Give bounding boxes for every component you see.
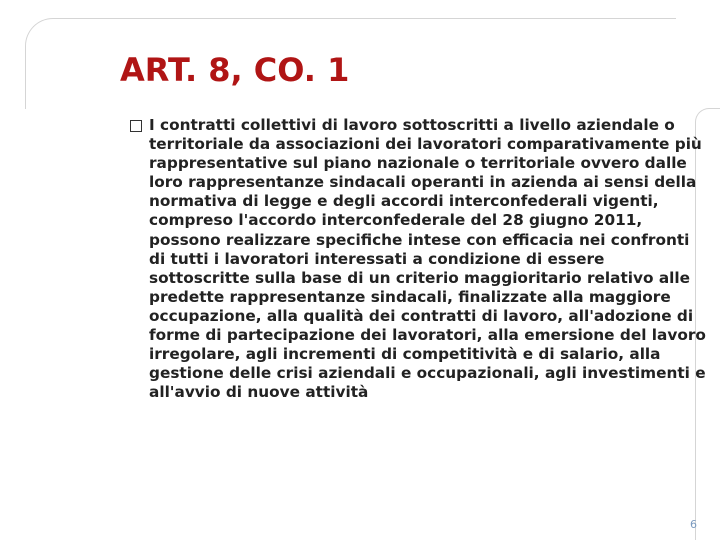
bullet-item [130,116,706,402]
slide-title: ART. 8, CO. 1 [120,51,350,89]
bullet-square-icon [130,120,142,132]
bullet-text: I contratti collettivi di lavoro sottoscritti a livello aziendale o territoriale da associazioni dei lavoratori comparativamente più rappresentative sul piano nazionale o territoriale ovvero dalle loro rappresentanze sindacali operanti in azienda ai sensi della normativa di legge e degli accordi interconfederali vigenti, compreso l'accordo interconfederale del 28 giugno 2011, possono realizzare specifiche intese con efficacia nei confronti di tutti i lavoratori interessati a condizione di essere sottoscritte sulla base di un criterio maggioritario relativo alle predette rappresentanze sindacali, finalizzate alla maggiore occupazione, alla qualità dei contratti di lavoro, all'adozione di forme di partecipazione dei lavoratori, alla emersione del lavoro irregolare, agli incrementi di competitività e di salario, alla gestione delle crisi aziendali e occupazionali, agli investimenti e all'avvio di nuove attività [149,116,706,402]
page-number: 6 [690,518,697,531]
